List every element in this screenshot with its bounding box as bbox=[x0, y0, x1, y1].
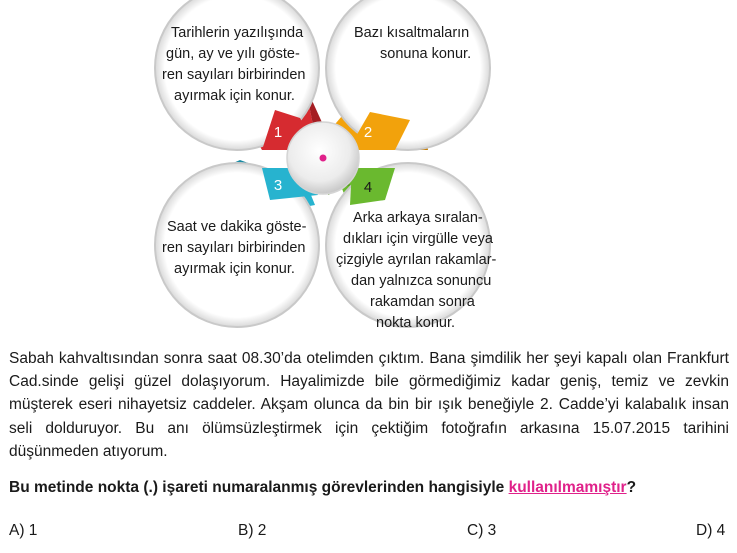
petal-number-4: 4 bbox=[363, 179, 373, 196]
petal-3-line-2: ren sayıları birbirinden bbox=[162, 240, 306, 256]
petal-4-line-1: Arka arkaya sıralan- bbox=[353, 210, 483, 226]
option-c[interactable]: C) 3 bbox=[467, 522, 497, 539]
petal-1-line-3: ren sayıları birbirinden bbox=[162, 67, 306, 83]
petal-4-line-5: rakamdan sonra bbox=[370, 294, 475, 310]
question-suffix: ? bbox=[626, 479, 637, 496]
petal-1-line-2: gün, ay ve yılı göste- bbox=[166, 46, 300, 62]
petal-number-1: 1 bbox=[273, 124, 283, 141]
petal-text-4 bbox=[336, 208, 496, 334]
petal-4-line-2: dıkları için virgülle veya bbox=[343, 231, 493, 247]
petal-2-line-1: Bazı kısaltmaların bbox=[354, 25, 470, 41]
petal-4-line-3: çizgiyle ayrılan rakamlar- bbox=[336, 252, 497, 268]
option-d[interactable]: D) 4 bbox=[696, 522, 726, 539]
question-emphasis: kullanılmamıştır bbox=[508, 479, 627, 496]
question-stem bbox=[9, 479, 636, 497]
petal-1-line-4: ayırmak için konur. bbox=[174, 88, 295, 104]
petal-4-line-4: dan yalnızca sonuncu bbox=[351, 273, 492, 289]
petal-1-line-1: Tarihlerin yazılışında bbox=[171, 25, 304, 41]
petal-4-line-6: nokta konur. bbox=[376, 315, 455, 331]
petal-3-line-3: ayırmak için konur. bbox=[174, 261, 295, 277]
question-prefix: Bu metinde nokta (.) işareti numaralanmış görevlerinden hangisiyle bbox=[9, 479, 509, 496]
petal-text-2 bbox=[352, 23, 471, 65]
passage-text: Sabah kahvaltısından sonra saat 08.30’da otelimden çıktım. Bana şimdilik her şeyi kapalı olan Frankfurt Cad.sinde gelişi güzel dolaşıyorum. Hayalimizde bile görmediğimiz kadar geniş, temiz ve zevkin müşterek eseri nihayetsiz caddeler. Akşam olunca da bin bir ışık beneğiyle 2. Cadde’yi kalabalık insan seli dolduruyor. Bu anı ölümsüzleştirmek için çektiğim fotoğrafın arkasına 15.07.2015 tarihini düşünmeden atıyorum. bbox=[9, 350, 729, 460]
center-dot bbox=[320, 155, 327, 162]
option-b[interactable]: B) 2 bbox=[238, 522, 267, 539]
option-a[interactable]: A) 1 bbox=[9, 522, 38, 539]
petal-3-line-1: Saat ve dakika göste- bbox=[167, 219, 307, 235]
petal-number-3: 3 bbox=[273, 177, 283, 194]
petal-text-3 bbox=[162, 217, 306, 280]
petal-number-2: 2 bbox=[363, 124, 373, 141]
reading-passage bbox=[9, 347, 729, 463]
petal-2-line-2: sonuna konur. bbox=[380, 46, 472, 62]
petal-text-1 bbox=[162, 23, 306, 107]
